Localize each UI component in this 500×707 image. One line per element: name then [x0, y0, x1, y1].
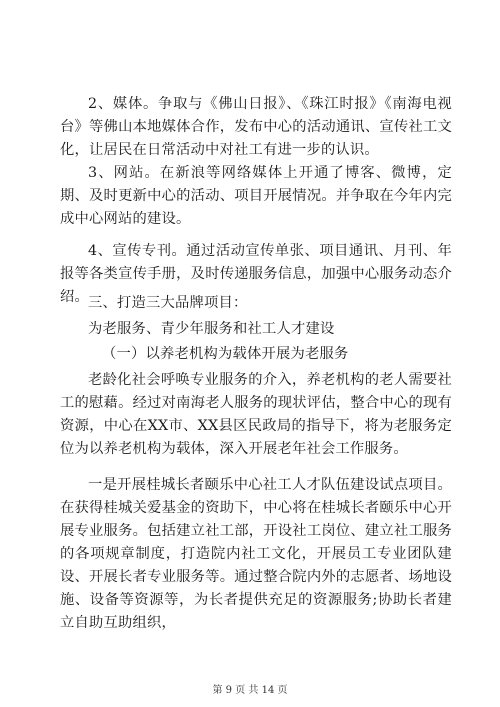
- paragraph-website: 3、网站。在新浪等网络媒体上开通了博客、微博，定期、及时更新中心的活动、项目开展情况。并争取在今年内完成中心网站的建设。: [60, 165, 452, 227]
- page-number-footer: 第 9 页 共 14 页: [212, 685, 288, 696]
- paragraph-publications: 4、宣传专刊。通过活动宣传单张、项目通讯、月刊、年报等各类宣传手册，及时传递服务信息，加强中心服务动态介绍。: [60, 243, 452, 305]
- paragraph-media: 2、媒体。争取与《佛山日报》、《珠江时报》《南海电视台》等佛山本地媒体合作，发布中心的活动通讯、宣传社工文化，让居民在日常活动中对社工有进一步的认识。: [60, 96, 452, 158]
- paragraph-pilot-project: 一是开展桂城长者颐乐中心社工人才队伍建设试点项目。在获得桂城关爱基金的资助下，中心将在桂城长者颐乐中心开展专业服务。包括建立社工部，开设社工岗位、建立社工服务的各项规章制度，打造院内社工文化，开展员工专业团队建设、开展长者专业服务等。通过整合院内外的志愿者、场地设施、设备等资源等，为长者提供充足的资源服务;协助长者建立自助互助组织，: [60, 477, 452, 631]
- section-subheading: 为老服务、青少年服务和社工人才建设: [88, 321, 335, 337]
- subsection-heading: （一）以养老机构为载体开展为老服务: [102, 346, 349, 362]
- section-heading: 三、打造三大品牌项目：: [88, 295, 248, 311]
- paragraph-aging-society: 老龄化社会呼唤专业服务的介入，养老机构的老人需要社工的慰藉。经过对南海老人服务的现状评估，整合中心的现有资源，中心在XX市、XX县区民政局的指导下，将为老服务定位为以养老机构为载体，深入开展老年社会工作服务。: [60, 372, 452, 457]
